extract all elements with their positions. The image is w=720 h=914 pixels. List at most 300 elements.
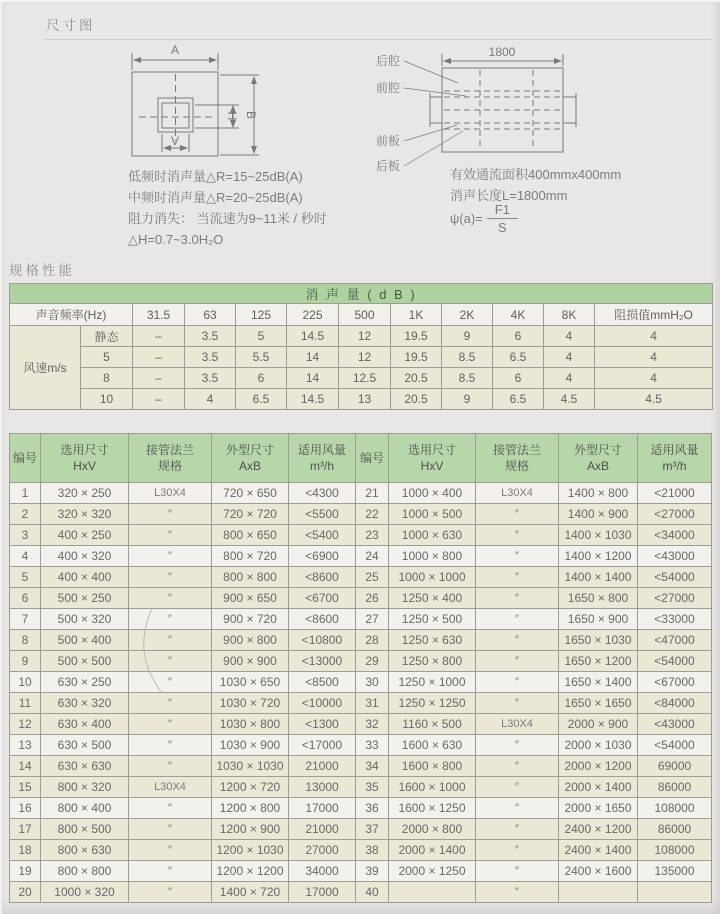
spec-size-cell: 1600 × 630 — [389, 735, 476, 756]
spec-flow-cell: <8500 — [289, 672, 356, 693]
col-header-flange: 接管法兰 规格 — [129, 434, 212, 483]
noise-value-cell: 6 — [493, 326, 544, 347]
spec-outer-cell: 1200 × 1200 — [212, 861, 289, 882]
spec-flange-cell: ″ — [476, 630, 559, 651]
spec-flange-cell: L30X4 — [476, 483, 559, 504]
noise-value-cell: 19.5 — [391, 326, 442, 347]
spec-flow-cell: <43000 — [638, 714, 712, 735]
spec-flow-cell: <10800 — [289, 630, 356, 651]
freq-col: 500 — [339, 304, 391, 326]
spec-flow-cell: <84000 — [638, 693, 712, 714]
spec-no-cell: 8 — [10, 630, 41, 651]
spec-size-cell: 800 × 630 — [41, 840, 129, 861]
spec-size-cell: 630 × 320 — [41, 693, 129, 714]
spec-size-cell: 1000 × 400 — [389, 483, 476, 504]
noise-value-cell: 20.5 — [391, 368, 442, 389]
spec-size-cell: 800 × 320 — [41, 777, 129, 798]
spec-flow-cell: 86000 — [638, 819, 712, 840]
noise-value-cell: 14.5 — [287, 389, 339, 410]
freq-col: 8K — [544, 304, 595, 326]
spec-flow-cell: <21000 — [638, 483, 712, 504]
spec-no-cell: 7 — [10, 609, 41, 630]
noise-value-cell: 4 — [595, 326, 713, 347]
noise-value-cell: 6.5 — [236, 389, 287, 410]
noise-value-cell: – — [133, 368, 185, 389]
spec-flange-cell: ″ — [129, 588, 212, 609]
spec-outer-cell: 2000 × 1400 — [559, 777, 638, 798]
spec-outer-cell: 1400 × 900 — [559, 504, 638, 525]
spec-flow-cell: 17000 — [289, 798, 356, 819]
noise-table-row — [10, 347, 713, 368]
spec-table — [9, 433, 712, 903]
noise-value-cell: 20.5 — [391, 389, 442, 410]
spec-no-cell: 40 — [356, 882, 389, 903]
spec-no-cell: 35 — [356, 777, 389, 798]
spec-no-cell: 17 — [10, 819, 41, 840]
spec-size-cell: 500 × 320 — [41, 609, 129, 630]
spec-size-cell: 1000 × 800 — [389, 546, 476, 567]
spec-flange-cell: ″ — [129, 819, 212, 840]
spec-header-row — [10, 434, 712, 483]
spec-outer-cell: 1030 × 900 — [212, 735, 289, 756]
spec-flow-cell: <43000 — [638, 546, 712, 567]
spec-flange-cell: L30X4 — [476, 714, 559, 735]
spec-size-cell: 1250 × 400 — [389, 588, 476, 609]
spec-flow-cell: <8600 — [289, 567, 356, 588]
dim-label-1800: 1800 — [488, 45, 516, 59]
col-header-size: 选用尺寸 HxV — [41, 434, 129, 483]
spec-no-cell: 32 — [356, 714, 389, 735]
title-underline — [45, 39, 713, 40]
spec-no-cell: 6 — [10, 588, 41, 609]
spec-no-cell: 2 — [10, 504, 41, 525]
spec-flow-cell: <33000 — [638, 609, 712, 630]
noise-value-cell: 9 — [442, 389, 493, 410]
spec-flow-cell: <54000 — [638, 567, 712, 588]
spec-no-cell: 19 — [10, 861, 41, 882]
spec-no-cell: 18 — [10, 840, 41, 861]
spec-flow-cell: <54000 — [638, 735, 712, 756]
spec-no-cell: 21 — [356, 483, 389, 504]
dim-label-v: V — [170, 134, 180, 148]
spec-size-cell: 1600 × 800 — [389, 756, 476, 777]
formula-numerator: F1 — [487, 202, 518, 219]
note-line: △H=0.7~3.0H₂O — [128, 232, 224, 247]
noise-value-cell: 4 — [595, 368, 713, 389]
noise-value-cell: 9 — [442, 326, 493, 347]
spec-size-cell: 320 × 250 — [41, 483, 129, 504]
spec-table-row — [10, 819, 712, 840]
dim-label-a: A — [170, 43, 180, 57]
spec-no-cell: 20 — [10, 882, 41, 903]
spec-flange-cell: ″ — [476, 798, 559, 819]
spec-size-cell: 1600 × 1000 — [389, 777, 476, 798]
spec-outer-cell: 1400 × 800 — [559, 483, 638, 504]
spec-outer-cell: 1030 × 800 — [212, 714, 289, 735]
noise-value-cell: 4 — [544, 326, 595, 347]
spec-no-cell: 1 — [10, 483, 41, 504]
spec-flow-cell: <6700 — [289, 588, 356, 609]
noise-value-cell: 8.5 — [442, 368, 493, 389]
spec-size-cell: 500 × 500 — [41, 651, 129, 672]
noise-value-cell: 3.5 — [185, 347, 236, 368]
formula-lhs: ψ(a)= — [450, 211, 483, 226]
spec-flow-cell: <13000 — [289, 651, 356, 672]
spec-flange-cell: ″ — [476, 525, 559, 546]
spec-flow-cell: <8600 — [289, 609, 356, 630]
spec-flow-cell: <4300 — [289, 483, 356, 504]
spec-outer-cell: 2400 × 1600 — [559, 861, 638, 882]
spec-no-cell: 4 — [10, 546, 41, 567]
spec-size-cell: 630 × 500 — [41, 735, 129, 756]
spec-size-cell: 1000 × 500 — [389, 504, 476, 525]
spec-flow-cell: 86000 — [638, 777, 712, 798]
spec-table-row — [10, 714, 712, 735]
spec-size-cell: 500 × 250 — [41, 588, 129, 609]
note-line: 阻力消失： 当流速为9~11米 / 秒时 — [128, 211, 327, 226]
spec-flange-cell: ″ — [129, 756, 212, 777]
spec-size-cell: 400 × 320 — [41, 546, 129, 567]
noise-value-cell: 6 — [493, 368, 544, 389]
frequency-header-row — [10, 304, 713, 326]
spec-size-cell: 1250 × 1000 — [389, 672, 476, 693]
spec-flange-cell: ″ — [129, 630, 212, 651]
freq-col: 31.5 — [133, 304, 185, 326]
spec-outer-cell: 1650 × 1650 — [559, 693, 638, 714]
spec-table-row — [10, 672, 712, 693]
spec-outer-cell: 2400 × 1400 — [559, 840, 638, 861]
noise-value-cell: 12 — [339, 326, 391, 347]
low-freq-notes — [128, 166, 327, 250]
spec-flange-cell: ″ — [476, 882, 559, 903]
spec-no-cell: 39 — [356, 861, 389, 882]
spec-flange-cell: ″ — [129, 840, 212, 861]
noise-value-cell: 12.5 — [339, 368, 391, 389]
spec-flange-cell: ″ — [129, 714, 212, 735]
noise-row-label: 8 — [81, 368, 133, 389]
col-header-flow: 适用风量 m³/h — [638, 434, 712, 483]
col-header-size: 选用尺寸 HxV — [389, 434, 476, 483]
spec-flange-cell: ″ — [476, 609, 559, 630]
spec-no-cell: 3 — [10, 525, 41, 546]
spec-no-cell: 16 — [10, 798, 41, 819]
spec-no-cell: 22 — [356, 504, 389, 525]
spec-flow-cell: <10000 — [289, 693, 356, 714]
spec-outer-cell: 1400 × 720 — [212, 882, 289, 903]
spec-flange-cell: ″ — [129, 861, 212, 882]
spec-size-cell: 800 × 400 — [41, 798, 129, 819]
spec-flange-cell: ″ — [129, 546, 212, 567]
freq-col: 125 — [236, 304, 287, 326]
spec-size-cell: 500 × 400 — [41, 630, 129, 651]
spec-size-cell: 630 × 250 — [41, 672, 129, 693]
spec-flange-cell: ″ — [129, 504, 212, 525]
spec-flange-cell: ″ — [476, 693, 559, 714]
noise-table-title: 消 声 量 ( d B ) — [10, 284, 713, 304]
spec-outer-cell: 2000 × 1200 — [559, 756, 638, 777]
spec-flow-cell: <1300 — [289, 714, 356, 735]
spec-outer-cell: 1400 × 1030 — [559, 525, 638, 546]
spec-flow-cell: 69000 — [638, 756, 712, 777]
freq-col: 63 — [185, 304, 236, 326]
spec-outer-cell — [559, 882, 638, 903]
spec-outer-cell: 1200 × 900 — [212, 819, 289, 840]
col-header-no: 编号 — [10, 434, 41, 483]
spec-flange-cell: ″ — [476, 504, 559, 525]
spec-flow-cell: <6900 — [289, 546, 356, 567]
freq-col: 4K — [493, 304, 544, 326]
spec-table-row — [10, 588, 712, 609]
spec-outer-cell: 900 × 720 — [212, 609, 289, 630]
spec-outer-cell: 1650 × 1030 — [559, 630, 638, 651]
noise-value-cell: 14 — [287, 368, 339, 389]
noise-value-cell: 19.5 — [391, 347, 442, 368]
spec-size-cell: 1250 × 500 — [389, 609, 476, 630]
noise-value-cell: 6 — [236, 368, 287, 389]
noise-value-cell: 6.5 — [493, 347, 544, 368]
spec-no-cell: 12 — [10, 714, 41, 735]
spec-flange-cell: ″ — [129, 672, 212, 693]
spec-no-cell: 30 — [356, 672, 389, 693]
spec-no-cell: 36 — [356, 798, 389, 819]
section-title-specs: 规格性能 — [9, 263, 75, 278]
spec-size-cell: 2000 × 1250 — [389, 861, 476, 882]
flow-area-notes — [450, 164, 621, 206]
noise-value-cell: 3.5 — [185, 368, 236, 389]
pressure-loss-header: 阻损值mmH₂O — [595, 304, 713, 326]
spec-flange-cell: ″ — [129, 567, 212, 588]
noise-row-label: 静态 — [81, 326, 133, 347]
col-header-no: 编号 — [356, 434, 389, 483]
wind-speed-group-label: 风速m/s — [10, 326, 81, 410]
spec-flow-cell: 21000 — [289, 819, 356, 840]
spec-table-row — [10, 756, 712, 777]
spec-no-cell: 24 — [356, 546, 389, 567]
spec-size-cell: 1000 × 1000 — [389, 567, 476, 588]
spec-flow-cell: 17000 — [289, 882, 356, 903]
spec-size-cell: 1000 × 320 — [41, 882, 129, 903]
noise-value-cell: 13 — [339, 389, 391, 410]
spec-no-cell: 33 — [356, 735, 389, 756]
formula-denominator: S — [498, 220, 507, 235]
part-label-front-cavity: 前腔 — [375, 81, 400, 95]
spec-flow-cell: <34000 — [638, 525, 712, 546]
part-label-rear-plate: 后板 — [375, 159, 400, 173]
note-line: 消声长度L=1800mm — [450, 188, 568, 203]
spec-no-cell: 10 — [10, 672, 41, 693]
spec-outer-cell: 1030 × 650 — [212, 672, 289, 693]
psi-formula — [450, 202, 518, 235]
spec-size-cell: 630 × 400 — [41, 714, 129, 735]
spec-flow-cell: 34000 — [289, 861, 356, 882]
spec-table-row — [10, 777, 712, 798]
noise-value-cell: – — [133, 326, 185, 347]
spec-flow-cell: <27000 — [638, 504, 712, 525]
spec-outer-cell: 1200 × 800 — [212, 798, 289, 819]
spec-size-cell: 1250 × 800 — [389, 651, 476, 672]
spec-outer-cell: 1650 × 900 — [559, 609, 638, 630]
table-title-row — [10, 284, 713, 304]
spec-flange-cell: ″ — [476, 588, 559, 609]
spec-flange-cell: ″ — [129, 525, 212, 546]
noise-table-row — [10, 389, 713, 410]
spec-outer-cell: 1200 × 1030 — [212, 840, 289, 861]
spec-flow-cell — [638, 882, 712, 903]
spec-flange-cell: L30X4 — [129, 483, 212, 504]
spec-outer-cell: 720 × 650 — [212, 483, 289, 504]
spec-no-cell: 25 — [356, 567, 389, 588]
spec-flow-cell: 135000 — [638, 861, 712, 882]
col-header-flow: 适用风量 m³/h — [289, 434, 356, 483]
spec-flow-cell: 21000 — [289, 756, 356, 777]
noise-value-cell: 5 — [236, 326, 287, 347]
spec-no-cell: 5 — [10, 567, 41, 588]
spec-flow-cell: 27000 — [289, 840, 356, 861]
note-line: 低频时消声量△R=15~25dB(A) — [128, 169, 303, 184]
spec-no-cell: 29 — [356, 651, 389, 672]
spec-table-row — [10, 882, 712, 903]
spec-size-cell: 2000 × 1400 — [389, 840, 476, 861]
spec-table-row — [10, 693, 712, 714]
section-title-dimensions: 尺寸图 — [46, 18, 96, 33]
spec-size-cell: 1250 × 630 — [389, 630, 476, 651]
square-silencer-diagram — [0, 44, 720, 262]
noise-value-cell: 4 — [595, 347, 713, 368]
spec-outer-cell: 720 × 720 — [212, 504, 289, 525]
spec-size-cell: 1160 × 500 — [389, 714, 476, 735]
spec-no-cell: 37 — [356, 819, 389, 840]
spec-flange-cell: ″ — [476, 735, 559, 756]
spec-flow-cell: <5400 — [289, 525, 356, 546]
spec-outer-cell: 900 × 650 — [212, 588, 289, 609]
spec-outer-cell: 800 × 800 — [212, 567, 289, 588]
formula-fraction — [487, 202, 518, 235]
spec-size-cell: 630 × 630 — [41, 756, 129, 777]
spec-flange-cell: ″ — [476, 840, 559, 861]
spec-size-cell: 1600 × 1250 — [389, 798, 476, 819]
spec-size-cell: 800 × 500 — [41, 819, 129, 840]
part-label-front-plate: 前板 — [375, 134, 400, 148]
spec-no-cell: 31 — [356, 693, 389, 714]
spec-outer-cell: 900 × 800 — [212, 630, 289, 651]
spec-outer-cell: 2000 × 1030 — [559, 735, 638, 756]
spec-size-cell: 1250 × 1250 — [389, 693, 476, 714]
spec-table-row — [10, 567, 712, 588]
spec-flange-cell: ″ — [476, 546, 559, 567]
spec-outer-cell: 1400 × 1400 — [559, 567, 638, 588]
noise-attenuation-table — [9, 283, 713, 410]
spec-table-row — [10, 861, 712, 882]
spec-flange-cell: ″ — [129, 609, 212, 630]
spec-outer-cell: 1650 × 1400 — [559, 672, 638, 693]
noise-value-cell: – — [133, 347, 185, 368]
spec-table-row — [10, 840, 712, 861]
spec-table-row — [10, 651, 712, 672]
spec-table-row — [10, 798, 712, 819]
dim-label-h: H — [225, 111, 239, 121]
spec-size-cell: 400 × 250 — [41, 525, 129, 546]
noise-value-cell: 4 — [544, 347, 595, 368]
spec-size-cell: 800 × 800 — [41, 861, 129, 882]
noise-value-cell: 6.5 — [493, 389, 544, 410]
freq-col: 225 — [287, 304, 339, 326]
spec-outer-cell: 1030 × 720 — [212, 693, 289, 714]
noise-table-row — [10, 368, 713, 389]
note-line: 有效通流面积400mmx400mm — [450, 167, 622, 182]
spec-no-cell: 13 — [10, 735, 41, 756]
spec-size-cell: 1000 × 630 — [389, 525, 476, 546]
col-header-outer: 外型尺寸 AxB — [559, 434, 638, 483]
spec-no-cell: 9 — [10, 651, 41, 672]
spec-flange-cell: ″ — [476, 861, 559, 882]
spec-size-cell: 400 × 400 — [41, 567, 129, 588]
spec-flow-cell: <27000 — [638, 588, 712, 609]
noise-row-label: 10 — [81, 389, 133, 410]
spec-no-cell: 27 — [356, 609, 389, 630]
noise-value-cell: 14 — [287, 347, 339, 368]
spec-size-cell — [389, 882, 476, 903]
spec-flow-cell: <5500 — [289, 504, 356, 525]
spec-flow-cell: 13000 — [289, 777, 356, 798]
spec-no-cell: 23 — [356, 525, 389, 546]
spec-no-cell: 38 — [356, 840, 389, 861]
spec-no-cell: 15 — [10, 777, 41, 798]
spec-flange-cell: ″ — [476, 777, 559, 798]
spec-flange-cell: ″ — [129, 798, 212, 819]
spec-table-row — [10, 609, 712, 630]
note-line: 中频时消声量△R=20~25dB(A) — [128, 190, 303, 205]
noise-value-cell: 14.5 — [287, 326, 339, 347]
spec-table-row — [10, 735, 712, 756]
spec-no-cell: 28 — [356, 630, 389, 651]
spec-outer-cell: 1200 × 720 — [212, 777, 289, 798]
noise-value-cell: 4 — [185, 389, 236, 410]
noise-row-label: 5 — [81, 347, 133, 368]
spec-flow-cell: 108000 — [638, 840, 712, 861]
noise-value-cell: – — [133, 389, 185, 410]
spec-outer-cell: 800 × 720 — [212, 546, 289, 567]
spec-table-row — [10, 483, 712, 504]
spec-outer-cell: 2000 × 900 — [559, 714, 638, 735]
spec-no-cell: 11 — [10, 693, 41, 714]
pen-stroke-artifact — [135, 602, 175, 697]
spec-outer-cell: 1650 × 1200 — [559, 651, 638, 672]
noise-value-cell: 4 — [544, 368, 595, 389]
spec-outer-cell: 900 × 900 — [212, 651, 289, 672]
dim-label-b: B — [244, 110, 258, 120]
spec-table-row — [10, 504, 712, 525]
col-header-outer: 外型尺寸 AxB — [212, 434, 289, 483]
col-header-flange: 接管法兰 规格 — [476, 434, 559, 483]
noise-table-row — [10, 326, 713, 347]
noise-value-cell: 4.5 — [595, 389, 713, 410]
spec-table-row — [10, 546, 712, 567]
spec-flow-cell: <47000 — [638, 630, 712, 651]
spec-flange-cell: ″ — [476, 819, 559, 840]
spec-size-cell: 320 × 320 — [41, 504, 129, 525]
spec-size-cell: 2000 × 800 — [389, 819, 476, 840]
spec-flange-cell: ″ — [129, 693, 212, 714]
spec-flow-cell: <67000 — [638, 672, 712, 693]
spec-outer-cell: 1030 × 1030 — [212, 756, 289, 777]
noise-value-cell: 12 — [339, 347, 391, 368]
spec-no-cell: 14 — [10, 756, 41, 777]
spec-flange-cell: ″ — [476, 651, 559, 672]
freq-col: 1K — [391, 304, 442, 326]
spec-no-cell: 26 — [356, 588, 389, 609]
spec-flange-cell: ″ — [129, 651, 212, 672]
spec-outer-cell: 1400 × 1200 — [559, 546, 638, 567]
